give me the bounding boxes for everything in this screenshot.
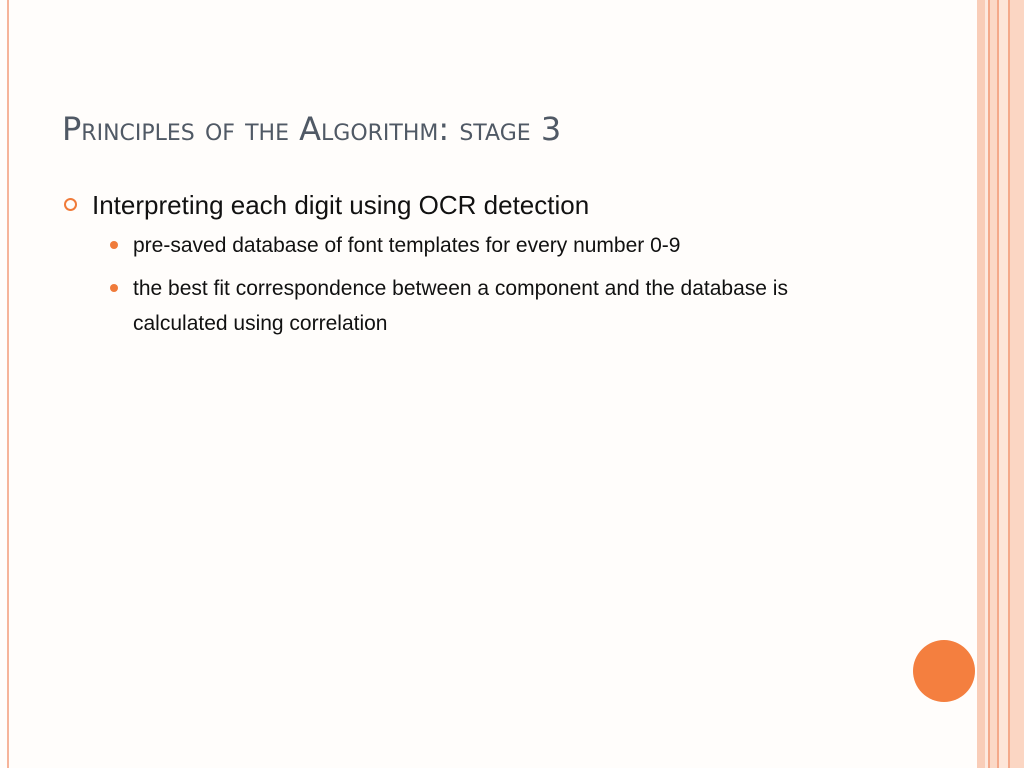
bullet-level2-text: pre-saved database of font templates for every number 0-9 [133,234,681,257]
bullet-level1 [62,186,882,224]
filled-dot-bullet-icon [110,284,118,292]
decorative-orange-circle [913,640,975,702]
sub-bullet-list [62,228,882,341]
right-stripe [977,0,985,768]
hollow-circle-bullet-icon [64,198,77,211]
slide-content [62,186,882,349]
filled-dot-bullet-icon [110,241,118,249]
bullet-level1-text: Interpreting each digit using OCR detection [92,190,590,220]
bullet-level2 [62,271,882,341]
left-border-line [7,0,9,768]
right-stripe [990,0,997,768]
bullet-level2 [62,228,882,263]
slide-title: Principles of the Algorithm: stage 3 [62,110,562,148]
bullet-level2-text: the best fit correspondence between a component and the database is calculated using correlation [133,277,788,335]
right-stripe [1010,0,1024,768]
right-stripe [999,0,1008,768]
